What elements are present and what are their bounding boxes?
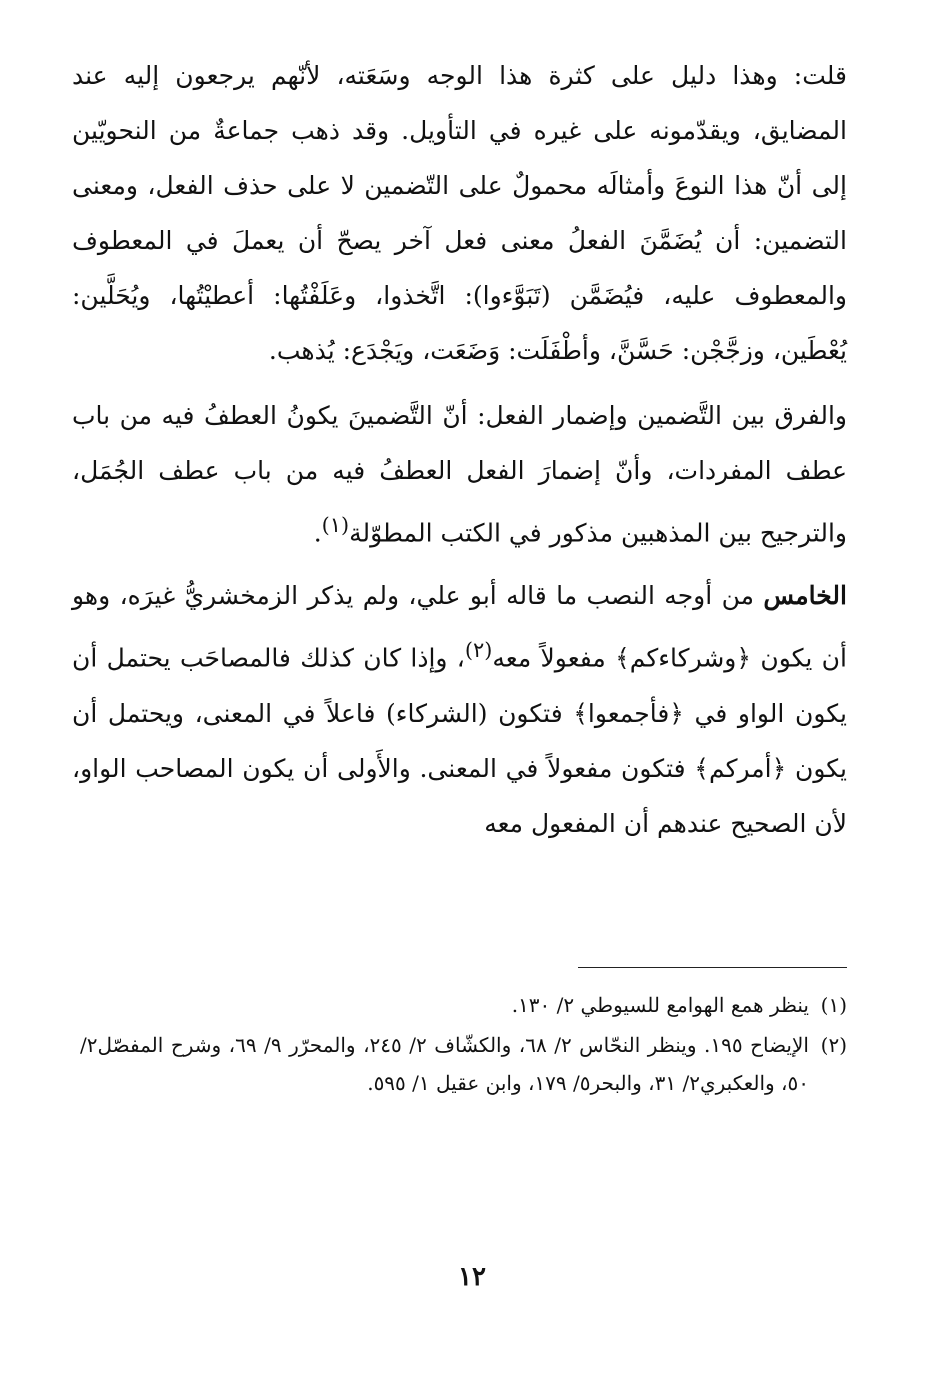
footnote-ref-2: (٢) xyxy=(464,638,493,663)
footnote-text: الإيضاح ١٩٥. وينظر النحّاس ٢/ ٦٨، والكشّاف ٢/ ٢٤٥، والمحرّر ٩/ ٦٩، وشرح المفصّل٢/ ٥٠، والعكبري٢/ ٣١، والبحر٥/ ١٧٩، وابن عقيل ١/ ٥٩٥. xyxy=(80,1033,809,1095)
footnotes xyxy=(80,986,847,1102)
footnote-ref-1: (١) xyxy=(321,513,350,537)
paragraph-3-text-b: ، وإذا كان كذلك فالمصاحَب يحتمل أن يكون الواو في ﴿فأجمعوا﴾ فتكون (الشركاء) فاعلاً في المعنى، ويحتمل أن يكون ﴿أمركم﴾ فتكون مفعولاً في المعنى. والأَولى أن يكون المصاحب الواو، لأن الصحيح عندهم أن المفعول معه xyxy=(72,643,847,838)
paragraph-2 xyxy=(72,388,847,560)
footnote-divider xyxy=(578,967,847,968)
footnote-2 xyxy=(80,1026,847,1102)
paragraph-2-text: والفرق بين التَّضمين وإضمار الفعل: أنّ التَّضمينَ يكونُ العطفُ فيه من باب عطف المفردات، وأنّ إضمارَ الفعل العطفُ فيه من باب عطف الجُمَل، والترجيح بين المذهبين مذكور في الكتب المطوّلة xyxy=(72,401,847,548)
footnote-1 xyxy=(80,986,847,1024)
footnote-number: (١) xyxy=(820,993,847,1017)
main-text xyxy=(72,48,847,851)
paragraph-3 xyxy=(72,568,847,850)
paragraph-1-text: قلت: وهذا دليل على كثرة هذا الوجه وسَعَته، لأنّهم يرجعون إليه عند المضايق، ويقدّمونه على غيره في التأويل. وقد ذهب جماعةٌ من النحويّين إلى أنّ هذا النوعَ وأمثالَه محمولٌ على التّضمين لا على حذف الفعل، ومعنى التضمين: أن يُضَمَّنَ الفعلُ معنى فعل آخر يصحّ أن يعملَ في المعطوف والمعطوف عليه، فيُضَمَّن (تَبَوَّءوا): اتَّخذوا، وعَلَفْتُها: أعطيْتُها، ويُحَلَّين: يُعْطَين، وزجَّجْن: حَسَّنَّ، وأطْفَلَت: وَضَعَت، ويَجْدَع: يُذهب. xyxy=(72,61,847,365)
footnote-number: (٢) xyxy=(820,1033,847,1057)
paragraph-1 xyxy=(72,48,847,378)
paragraph-3-text-a: من أوجه النصب ما قاله أبو علي، ولم يذكر الزمخشريُّ غيرَه، وهو أن يكون ﴿وشركاءكم﴾ مفعولاً معه xyxy=(72,581,847,673)
paragraph-2-end: . xyxy=(313,518,322,548)
page-number: ١٢ xyxy=(458,1262,486,1292)
footnote-text: ينظر همع الهوامع للسيوطي ٢/ ١٣٠. xyxy=(511,993,809,1017)
paragraph-3-lead-word: الخامس xyxy=(763,581,847,611)
